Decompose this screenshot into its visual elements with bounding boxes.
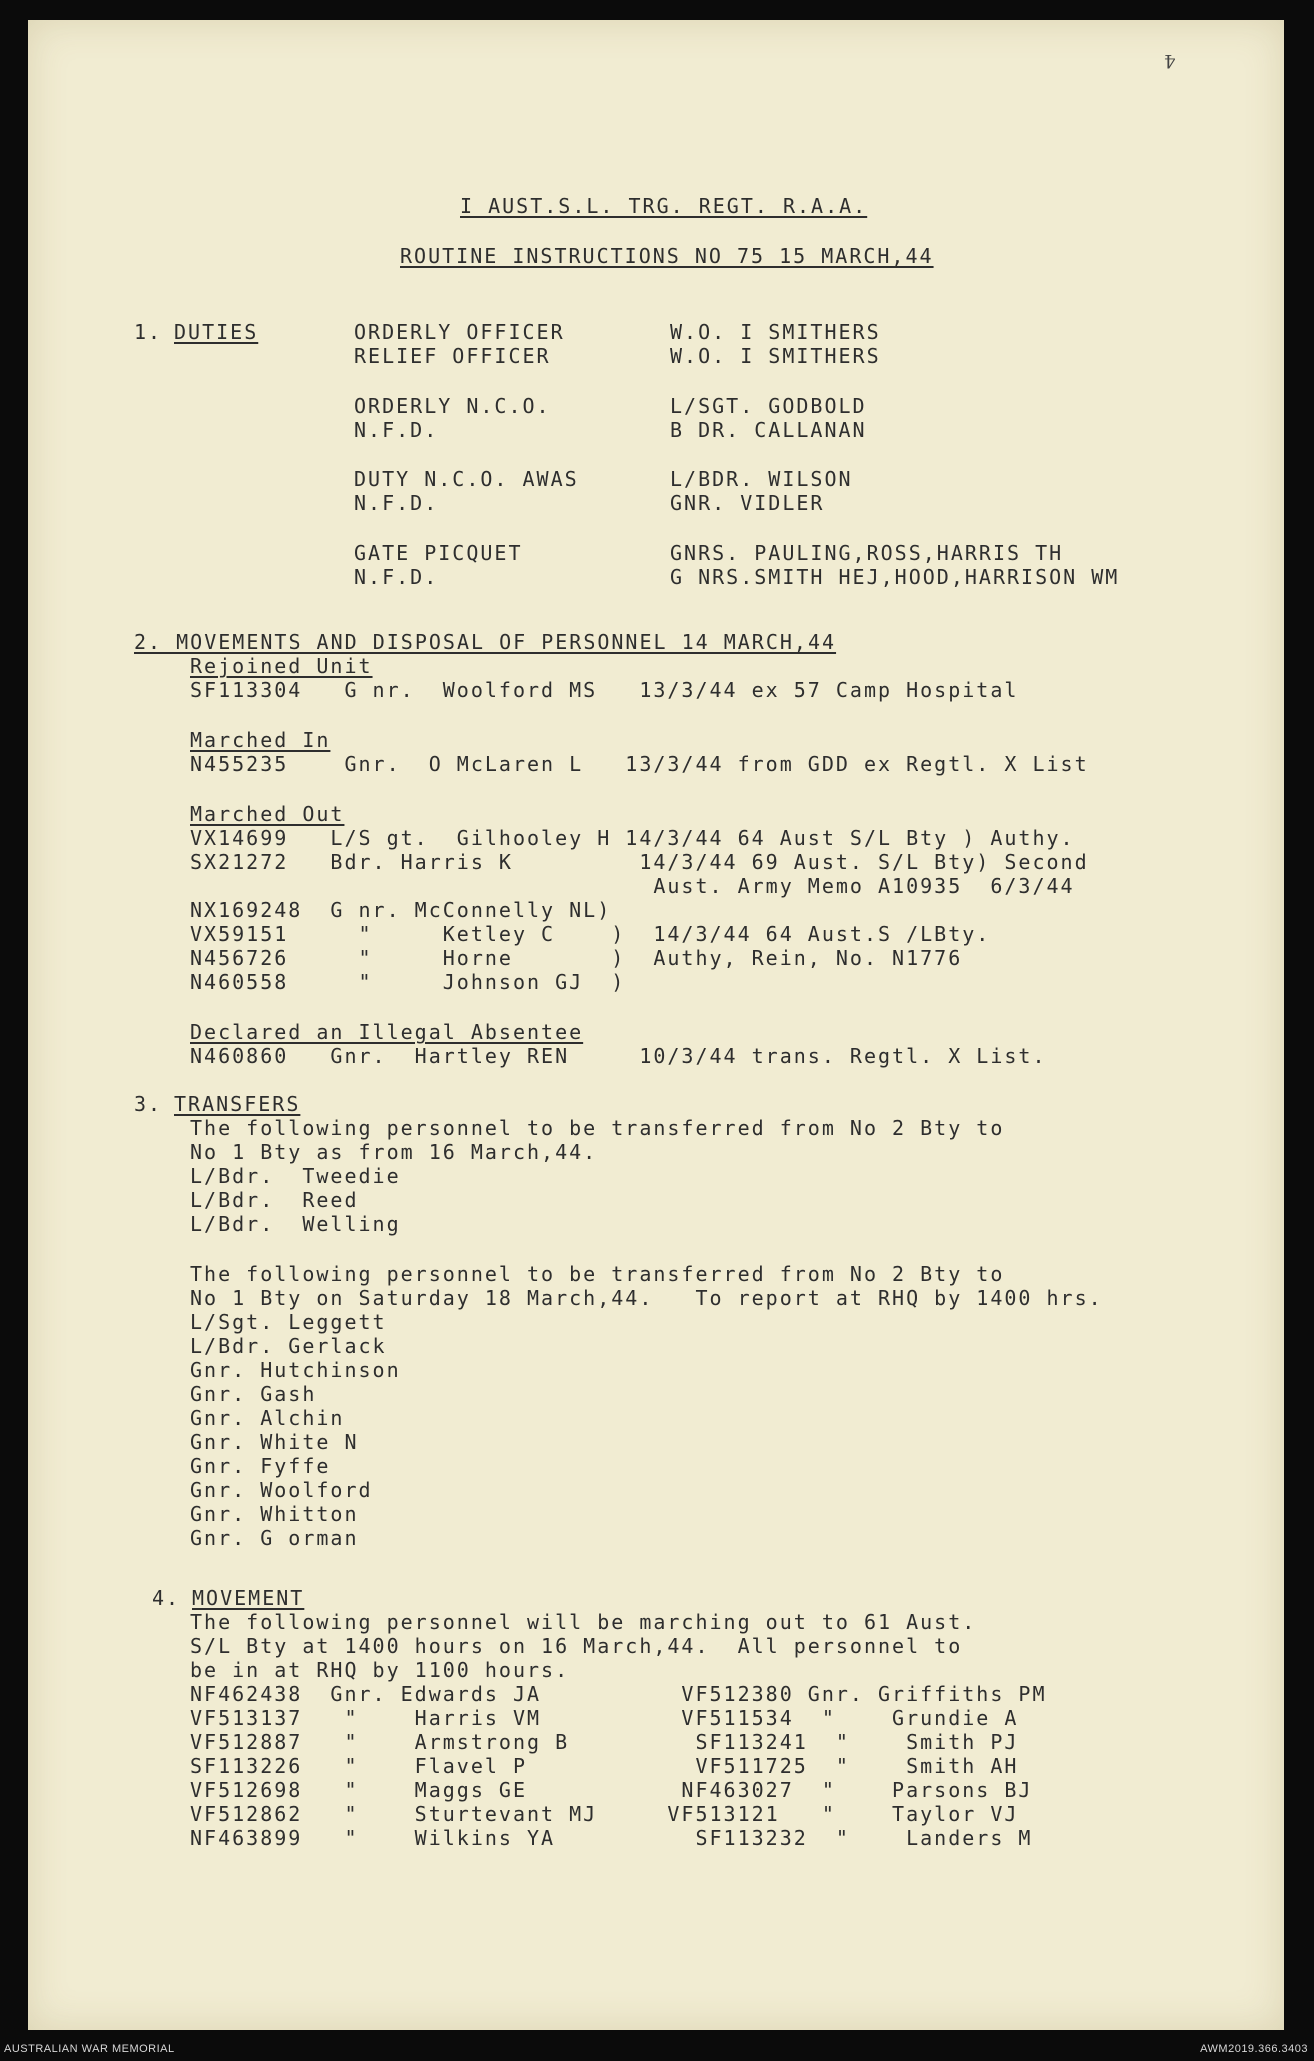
duty-value: GNR. VIDLER <box>670 491 825 515</box>
marched-out-line: VX59151 " Ketley C ) 14/3/44 64 Aust.S /LBty. <box>190 922 991 946</box>
marched-out-line: N460558 " Johnson GJ ) <box>190 970 626 994</box>
transfer-line: L/Bdr. Gerlack <box>190 1334 387 1358</box>
transfer-line: Gnr. Gash <box>190 1382 317 1406</box>
duty-value: GNRS. PAULING,ROSS,HARRIS TH <box>670 541 1064 565</box>
transfer-line: The following personnel to be transferred from No 2 Bty to <box>190 1116 1005 1140</box>
movement-intro-line: S/L Bty at 1400 hours on 16 March,44. All personnel to <box>190 1634 963 1658</box>
transfer-line: L/Bdr. Reed <box>190 1188 359 1212</box>
marched-out-title: Marched Out <box>190 802 345 826</box>
absentee-title: Declared an Illegal Absentee <box>190 1020 584 1044</box>
transfer-line: L/Bdr. Tweedie <box>190 1164 401 1188</box>
rejoined-line: SF113304 G nr. Woolford MS 13/3/44 ex 57 Camp Hospital <box>190 678 1019 702</box>
section-4-title: MOVEMENT <box>192 1586 305 1610</box>
transfer-line: Gnr. Woolford <box>190 1478 373 1502</box>
transfer-line: The following personnel to be transferred from No 2 Bty to <box>190 1262 1005 1286</box>
section-4-number: 4. <box>152 1586 181 1610</box>
duty-value: G NRS.SMITH HEJ,HOOD,HARRISON WM <box>670 565 1120 589</box>
corner-mark: 4 <box>1164 50 1176 71</box>
movement-row: VF512862 " Sturtevant MJ VF513121 " Taylor VJ <box>190 1802 1019 1826</box>
duty-label: N.F.D. <box>354 491 439 515</box>
duty-value: L/BDR. WILSON <box>670 467 853 491</box>
duty-label: DUTY N.C.O. AWAS <box>354 467 579 491</box>
footer-left: AUSTRALIAN WAR MEMORIAL <box>4 2043 175 2055</box>
duty-value: L/SGT. GODBOLD <box>670 394 867 418</box>
section-3-title: TRANSFERS <box>174 1092 301 1116</box>
movement-row: NF462438 Gnr. Edwards JA VF512380 Gnr. Griffiths PM <box>190 1682 1047 1706</box>
section-3-number: 3. <box>134 1092 163 1116</box>
transfer-line: Gnr. Fyffe <box>190 1454 331 1478</box>
marched-out-line: SX21272 Bdr. Harris K 14/3/44 69 Aust. S/L Bty) Second <box>190 850 1089 874</box>
duty-label: RELIEF OFFICER <box>354 344 551 368</box>
transfer-line: No 1 Bty as from 16 March,44. <box>190 1140 598 1164</box>
transfer-line: L/Sgt. Leggett <box>190 1310 387 1334</box>
marched-out-line: Aust. Army Memo A10935 6/3/44 <box>190 874 1075 898</box>
document-subheading: ROUTINE INSTRUCTIONS NO 75 15 MARCH,44 <box>400 244 934 268</box>
marched-in-title: Marched In <box>190 728 331 752</box>
duty-label: ORDERLY OFFICER <box>354 320 565 344</box>
movement-intro-line: The following personnel will be marching out to 61 Aust. <box>190 1610 977 1634</box>
section-1-number: 1. <box>134 320 163 344</box>
movement-row: NF463899 " Wilkins YA SF113232 " Landers M <box>190 1826 1033 1850</box>
transfer-line: Gnr. Hutchinson <box>190 1358 401 1382</box>
duty-value: W.O. I SMITHERS <box>670 320 881 344</box>
movement-row: VF513137 " Harris VM VF511534 " Grundie A <box>190 1706 1019 1730</box>
transfer-line: Gnr. Alchin <box>190 1406 345 1430</box>
duty-label: ORDERLY N.C.O. <box>354 394 551 418</box>
marched-out-line: NX169248 G nr. McConnelly NL) <box>190 898 612 922</box>
duty-label: N.F.D. <box>354 418 439 442</box>
duty-value: B DR. CALLANAN <box>670 418 867 442</box>
transfer-line: L/Bdr. Welling <box>190 1212 401 1236</box>
marched-out-line: VX14699 L/S gt. Gilhooley H 14/3/44 64 Aust S/L Bty ) Authy. <box>190 826 1075 850</box>
document-page <box>28 20 1284 2030</box>
movement-intro-line: be in at RHQ by 1100 hours. <box>190 1658 570 1682</box>
document-heading: I AUST.S.L. TRG. REGT. R.A.A. <box>460 194 868 218</box>
duty-label: N.F.D. <box>354 565 439 589</box>
footer-right: AWM2019.366.3403 <box>1200 2043 1308 2055</box>
transfer-line: Gnr. Whitton <box>190 1502 359 1526</box>
movement-row: VF512887 " Armstrong B SF113241 " Smith PJ <box>190 1730 1019 1754</box>
marched-in-line: N455235 Gnr. O McLaren L 13/3/44 from GDD ex Regtl. X List <box>190 752 1089 776</box>
section-2-title: 2. MOVEMENTS AND DISPOSAL OF PERSONNEL 14 MARCH,44 <box>134 630 837 654</box>
transfer-line: No 1 Bty on Saturday 18 March,44. To report at RHQ by 1400 hrs. <box>190 1286 1103 1310</box>
marched-out-line: N456726 " Horne ) Authy, Rein, No. N1776 <box>190 946 963 970</box>
duty-label: GATE PICQUET <box>354 541 523 565</box>
movement-row: VF512698 " Maggs GE NF463027 " Parsons BJ <box>190 1778 1033 1802</box>
rejoined-title: Rejoined Unit <box>190 654 373 678</box>
movement-row: SF113226 " Flavel P VF511725 " Smith AH <box>190 1754 1019 1778</box>
absentee-line: N460860 Gnr. Hartley REN 10/3/44 trans. Regtl. X List. <box>190 1044 1047 1068</box>
duty-value: W.O. I SMITHERS <box>670 344 881 368</box>
section-1-title: DUTIES <box>174 320 259 344</box>
transfer-line: Gnr. White N <box>190 1430 359 1454</box>
transfer-line: Gnr. G orman <box>190 1526 359 1550</box>
